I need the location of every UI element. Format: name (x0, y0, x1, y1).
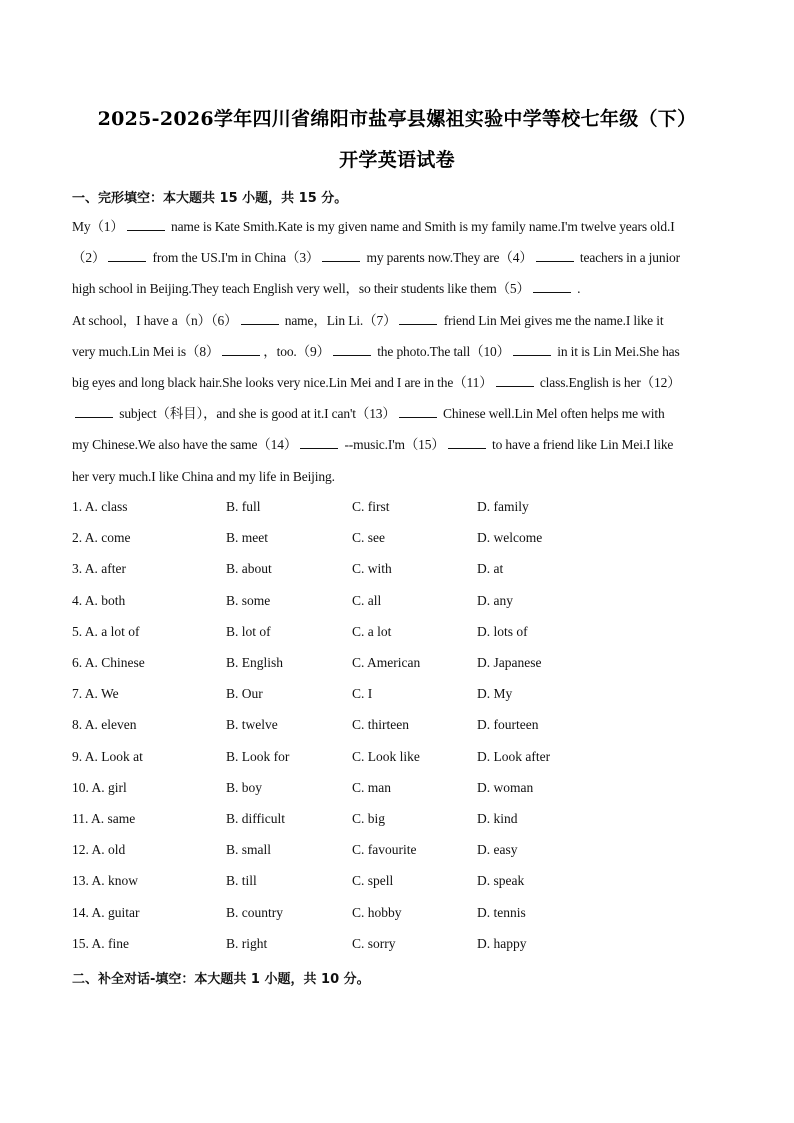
option-choice[interactable]: D. family (477, 499, 529, 514)
answer-blank[interactable] (127, 218, 165, 231)
option-row (72, 717, 722, 735)
answer-blank[interactable] (496, 374, 534, 387)
passage-text: At school，I have a（n）（6） (72, 313, 238, 328)
option-choice[interactable]: 15. A. fine (72, 935, 129, 951)
option-choice[interactable]: D. lots of (477, 623, 528, 639)
answer-blank[interactable] (322, 249, 360, 262)
option-choice[interactable]: B. meet (226, 530, 268, 546)
passage-line (72, 343, 722, 361)
answer-blank[interactable] (333, 343, 371, 356)
option-choice[interactable]: 10. A. girl (72, 779, 127, 795)
option-choice[interactable]: C. see (352, 530, 385, 546)
exam-title-line1: 2025-2026学年四川省绵阳市盐亭县嫘祖实验中学等校七年级（下） (97, 108, 697, 130)
passage-line (72, 249, 722, 267)
option-choice[interactable]: B. till (226, 873, 257, 889)
option-choice[interactable]: B. some (226, 592, 271, 608)
passage-line (72, 218, 722, 236)
option-choice[interactable]: 8. A. eleven (72, 717, 137, 733)
option-choice[interactable]: D. fourteen (477, 717, 539, 733)
passage-line (72, 436, 722, 454)
option-choice[interactable]: B. full (226, 499, 261, 514)
option-choice[interactable]: C. first (352, 499, 390, 514)
option-choice[interactable]: D. My (477, 686, 513, 702)
option-choice[interactable]: B. Our (226, 686, 263, 702)
answer-blank[interactable] (222, 343, 260, 356)
option-row (72, 499, 722, 517)
answer-blank[interactable] (399, 312, 437, 325)
option-choice[interactable]: C. all (352, 592, 382, 608)
passage-text: to have a friend like Lin Mei.I like (488, 437, 674, 452)
option-choice[interactable]: 4. A. both (72, 592, 126, 608)
option-row (72, 624, 722, 642)
option-choice[interactable]: B. twelve (226, 717, 278, 733)
option-choice[interactable]: C. Look like (352, 748, 420, 764)
option-choice[interactable]: D. tennis (477, 904, 526, 920)
passage-text: . (573, 281, 581, 296)
option-choice[interactable]: D. at (477, 561, 504, 577)
option-row (72, 842, 722, 860)
option-choice[interactable]: 2. A. come (72, 530, 131, 546)
passage-text: her very much.I like China and my life in Beijing. (72, 469, 335, 484)
passage-text: very much.Lin Mei is（8） (72, 344, 220, 359)
option-row (72, 936, 722, 954)
passage-text: subject（科目），and she is good at it.I can't（13） (116, 406, 396, 421)
option-choice[interactable]: C. a lot (352, 623, 392, 639)
option-choice[interactable]: 14. A. guitar (72, 904, 140, 920)
option-choice[interactable]: C. American (352, 655, 421, 670)
option-row (72, 593, 722, 611)
passage-text: name，Lin Li.（7） (281, 313, 397, 328)
option-row (72, 561, 722, 579)
answer-blank[interactable] (536, 249, 574, 262)
passage-line (72, 280, 722, 298)
option-choice[interactable]: D. woman (477, 779, 534, 795)
option-choice[interactable]: 13. A. know (72, 873, 139, 889)
passage-text: class.English is her（12） (536, 375, 681, 390)
answer-blank[interactable] (533, 280, 571, 293)
passage-text: my parents now.They are（4） (363, 250, 533, 265)
option-choice[interactable]: C. sorry (352, 935, 396, 951)
answer-blank[interactable] (108, 249, 146, 262)
option-choice[interactable]: D. welcome (477, 530, 543, 546)
option-row (72, 655, 722, 673)
passage-line (72, 374, 722, 392)
passage-text: My（1） (72, 219, 124, 234)
option-choice[interactable]: C. hobby (352, 904, 402, 920)
answer-blank[interactable] (399, 405, 437, 418)
option-choice[interactable]: D. speak (477, 873, 525, 889)
option-choice[interactable]: C. favourite (352, 842, 417, 858)
option-choice[interactable]: 11. A. same (72, 811, 136, 826)
option-choice[interactable]: D. Look after (477, 748, 551, 764)
option-choice[interactable]: D. any (477, 592, 513, 608)
option-choice[interactable]: B. boy (226, 779, 263, 795)
option-choice[interactable]: B. country (226, 904, 283, 920)
passage-line (72, 468, 722, 486)
section2-heading: 二、补全对话-填空：本大题共 1 小题，共 10 分。 (72, 972, 370, 987)
option-choice[interactable]: 12. A. old (72, 842, 126, 858)
option-choice[interactable]: B. lot of (226, 623, 271, 639)
section1-heading: 一、完形填空：本大题共 15 小题，共 15 分。 (72, 191, 348, 206)
option-choice[interactable]: B. right (226, 935, 268, 951)
answer-blank[interactable] (513, 343, 551, 356)
option-choice[interactable]: B. small (226, 842, 272, 858)
option-choice[interactable]: B. difficult (226, 811, 285, 826)
passage-line (72, 312, 722, 330)
option-choice[interactable]: C. with (352, 561, 392, 577)
passage-text: name is Kate Smith.Kate is my given name and Smith is my family name.I'm twelve years old.I (167, 219, 675, 234)
option-choice[interactable]: B. English (226, 655, 284, 670)
option-row (72, 905, 722, 923)
passage-text: ，too.（9） (263, 344, 330, 359)
passage-text: the photo.The tall（10） (373, 344, 510, 359)
passage-text: big eyes and long black hair.She looks very nice.Lin Mei and I are in the（11） (72, 375, 493, 390)
option-choice[interactable]: C. I (352, 686, 373, 702)
passage-text: Chinese well.Lin Mel often helps me with (439, 406, 665, 421)
option-choice[interactable]: D. easy (477, 842, 518, 858)
option-choice[interactable]: 5. A. a lot of (72, 623, 140, 639)
option-choice[interactable]: D. happy (477, 935, 527, 951)
option-choice[interactable]: D. kind (477, 811, 518, 826)
passage-text: friend Lin Mei gives me the name.I like it (440, 313, 664, 328)
option-choice[interactable]: C. big (352, 811, 386, 826)
answer-blank[interactable] (241, 312, 279, 325)
option-row (72, 873, 722, 891)
option-row (72, 686, 722, 704)
option-choice[interactable]: C. spell (352, 873, 394, 889)
option-choice[interactable]: B. about (226, 561, 272, 577)
option-choice[interactable]: 3. A. after (72, 561, 126, 577)
option-choice[interactable]: 9. A. Look at (72, 748, 143, 764)
passage-text: teachers in a junior (576, 250, 680, 265)
option-choice[interactable]: D. Japanese (477, 655, 542, 670)
option-row (72, 749, 722, 767)
option-choice[interactable]: C. thirteen (352, 717, 409, 733)
exam-title-line2: 开学英语试卷 (339, 149, 455, 171)
option-choice[interactable]: 6. A. Chinese (72, 655, 145, 670)
passage-text: high school in Beijing.They teach English very well，so their students like them（5） (72, 281, 530, 296)
passage-text: （2） (72, 250, 106, 265)
option-row (72, 811, 722, 829)
passage-text: from the US.I'm in China（3） (149, 250, 320, 265)
passage-text: --music.I'm（15） (341, 437, 445, 452)
option-choice[interactable]: 1. A. class (72, 499, 128, 514)
option-choice[interactable]: B. Look for (226, 748, 290, 764)
passage-text: in it is Lin Mei.She has (554, 344, 680, 359)
answer-blank[interactable] (448, 436, 486, 449)
option-row (72, 780, 722, 798)
passage-text: my Chinese.We also have the same（14） (72, 437, 298, 452)
option-choice[interactable]: 7. A. We (72, 686, 119, 702)
answer-blank[interactable] (75, 405, 113, 418)
answer-blank[interactable] (300, 436, 338, 449)
option-choice[interactable]: C. man (352, 779, 391, 795)
passage-line (72, 405, 722, 423)
option-row (72, 530, 722, 548)
